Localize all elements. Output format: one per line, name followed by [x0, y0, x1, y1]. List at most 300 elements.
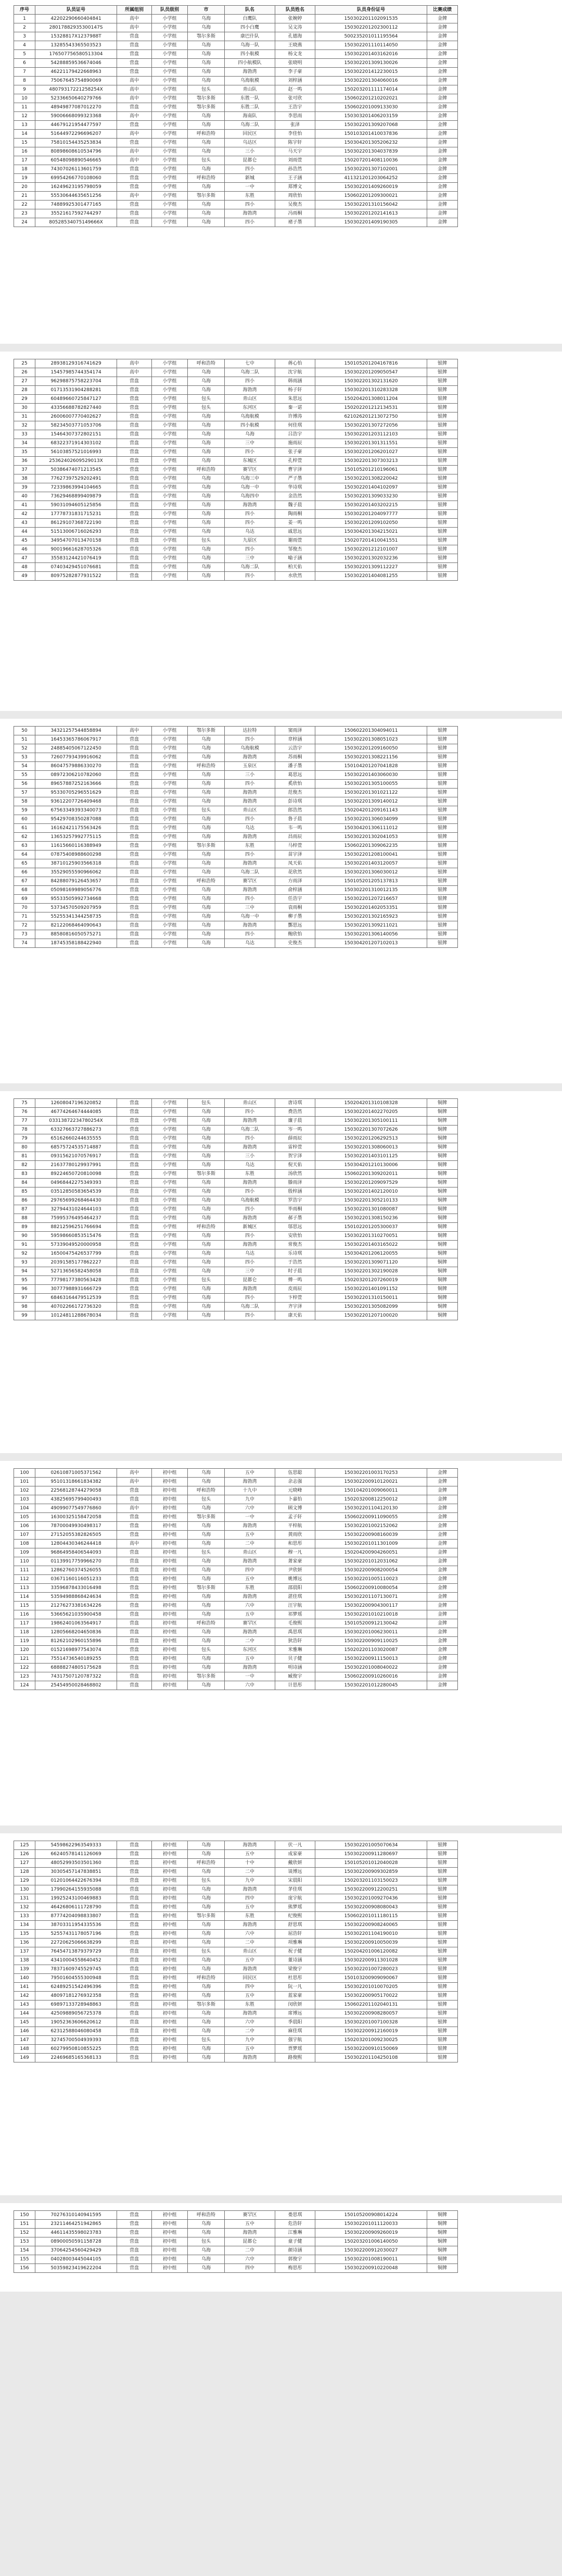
table-cell: 金牌	[427, 147, 458, 156]
table-cell: 乌达	[225, 528, 275, 536]
table-cell: 一中	[225, 1672, 275, 1681]
table-cell: 小学组	[152, 735, 188, 744]
table-cell: 营盘	[117, 797, 152, 806]
table-cell: 银牌	[427, 368, 458, 377]
table-cell: 150302201212101007	[315, 545, 427, 554]
table-cell: 150302201110114050	[315, 41, 427, 50]
table-cell: 20	[14, 183, 35, 192]
table-cell: 金牌	[427, 192, 458, 201]
table-cell: 150302201307102001	[315, 165, 427, 174]
table-cell: 银牌	[427, 744, 458, 753]
table-cell: 小学组	[152, 563, 188, 572]
table-cell: 倪天佑	[275, 1161, 315, 1170]
table-cell: 孔德海	[275, 32, 315, 41]
table-cell: 127	[14, 1859, 35, 1868]
table-cell: 150302201206201027	[315, 448, 427, 457]
table-cell: 包头	[188, 1646, 225, 1655]
table-cell: 150302200912030027	[315, 2246, 427, 2255]
table-cell: 营盘	[117, 139, 152, 147]
table-cell: 东城区	[225, 457, 275, 466]
table-cell: 51644972296696207	[35, 130, 117, 139]
table-cell: 74	[14, 939, 35, 948]
table-cell: 乌海	[188, 563, 225, 572]
table-row	[14, 833, 458, 842]
table-cell: 营盘	[117, 842, 152, 851]
table-cell: 四小	[225, 735, 275, 744]
table-cell: 66240578141126069	[35, 1850, 117, 1859]
table-cell: 三小	[225, 771, 275, 780]
table-cell: 五中	[225, 1903, 275, 1912]
table-cell: 施雨辰	[275, 439, 315, 448]
table-cell: 150602201102040131	[315, 2000, 427, 2009]
table-cell: 小学组	[152, 421, 188, 430]
table-cell: 38	[14, 474, 35, 483]
table-cell: 76454713879379729	[35, 1947, 117, 1956]
table-cell: 初中组	[152, 2220, 188, 2229]
table-row	[14, 1885, 458, 1894]
table-cell: 宋晨阳	[275, 1877, 315, 1885]
table-cell: 李子豪	[275, 68, 315, 77]
table-cell: 回民区	[225, 130, 275, 139]
table-cell: 53734570509207959	[35, 904, 117, 912]
table-cell: 60548098890546665	[35, 156, 117, 165]
table-cell: 81	[14, 1152, 35, 1161]
table-cell: 营盘	[117, 174, 152, 183]
table-cell: 95330705296551629	[35, 789, 117, 797]
table-cell: 乌海	[188, 528, 225, 536]
table-cell: 141	[14, 1983, 35, 1992]
table-cell: 乌海	[188, 2255, 225, 2264]
table-cell: 12862760374526055	[35, 1566, 117, 1575]
table-cell: 初中组	[152, 1628, 188, 1637]
table-cell: 61	[14, 824, 35, 833]
table-cell: 邬思远	[275, 1223, 315, 1232]
table-cell: 01521698977543074	[35, 1646, 117, 1655]
table-cell: 小学组	[152, 1223, 188, 1232]
table-cell: 小学组	[152, 23, 188, 32]
table-cell: 37064254560429429	[35, 2246, 117, 2255]
table-cell: 150602200910260016	[315, 1672, 427, 1681]
table-cell: 营盘	[117, 815, 152, 824]
table-cell: 150302201404081255	[315, 572, 427, 581]
table-cell: 150302201010070205	[315, 1983, 427, 1992]
table-cell: 袁雨桐	[275, 904, 315, 912]
table-cell: 136	[14, 1939, 35, 1947]
table-cell: 58234503771053706	[35, 421, 117, 430]
table-cell: 小学组	[152, 912, 188, 921]
table-cell: 142	[14, 1992, 35, 2000]
table-cell: 48052993503501360	[35, 1859, 117, 1868]
table-cell: 邹俊杰	[275, 545, 315, 554]
table-cell: 营盘	[117, 1548, 152, 1557]
table-cell: 104	[14, 1504, 35, 1513]
table-cell: 62489251542496396	[35, 1983, 117, 1992]
table-row	[14, 1965, 458, 1974]
table-cell: 初中组	[152, 1584, 188, 1593]
table-row	[14, 1655, 458, 1664]
table-cell: 乌海	[188, 2045, 225, 2054]
table-row	[14, 1285, 458, 1294]
table-row	[14, 727, 458, 735]
table-cell: 元晓峰	[275, 1486, 315, 1495]
table-cell: 乌海	[188, 780, 225, 789]
table-cell: 乌海二队	[225, 1126, 275, 1134]
table-cell: 乌海	[188, 1628, 225, 1637]
table-cell: 银牌	[427, 483, 458, 492]
table-cell: 乌海	[188, 2054, 225, 2062]
table-cell: 金牌	[427, 1557, 458, 1566]
table-cell: 初中组	[152, 1877, 188, 1885]
table-cell: 30	[14, 404, 35, 412]
table-cell: 17778731831715231	[35, 510, 117, 519]
table-cell: 21637780129937991	[35, 1161, 117, 1170]
table-cell: 39	[14, 483, 35, 492]
table-cell: 129	[14, 1877, 35, 1885]
table-cell: 银牌	[427, 1939, 458, 1947]
table-row	[14, 1672, 458, 1681]
table-cell: 初中组	[152, 2000, 188, 2009]
table-cell: 营盘	[117, 1303, 152, 1311]
table-cell: 四小	[225, 1311, 275, 1320]
table-cell: 初中组	[152, 1646, 188, 1655]
table-cell: 143	[14, 2000, 35, 2009]
table-cell: 93	[14, 1258, 35, 1267]
table-cell: 金牌	[427, 1584, 458, 1593]
table-cell: 昆都仑	[225, 2237, 275, 2246]
table-cell: 营盘	[117, 121, 152, 130]
table-cell: 150302201202141613	[315, 209, 427, 218]
table-cell: 28017882935300147S	[35, 23, 117, 32]
table-cell: 小学组	[152, 1170, 188, 1179]
table-cell: 包头	[188, 536, 225, 545]
table-cell: 银牌	[427, 939, 458, 948]
table-cell: 92	[14, 1249, 35, 1258]
table-cell: 59598660853515476	[35, 1232, 117, 1241]
table-cell: 营盘	[117, 1939, 152, 1947]
table-cell: 乌海	[188, 201, 225, 209]
table-cell: 花欣然	[275, 868, 315, 877]
table-cell: 银牌	[427, 824, 458, 833]
table-cell: 150302201307272056	[315, 421, 427, 430]
table-cell: 营盘	[117, 536, 152, 545]
table-cell: 营盘	[117, 483, 152, 492]
table-row	[14, 735, 458, 744]
table-cell: 初中组	[152, 1930, 188, 1939]
table-cell: 2	[14, 23, 35, 32]
table-cell: 禹思琪	[275, 1628, 315, 1637]
table-cell: 四小	[225, 572, 275, 581]
table-cell: 小学组	[152, 536, 188, 545]
table-cell: 44611435598023783	[35, 2229, 117, 2237]
table-cell: 133	[14, 1912, 35, 1921]
table-row	[14, 1921, 458, 1930]
table-cell: 营盘	[117, 2054, 152, 2062]
table-cell: 东河区	[225, 1646, 275, 1655]
table-cell: 150602201210202021	[315, 94, 427, 103]
table-cell: 150304201306111012	[315, 824, 427, 833]
table-cell: 营盘	[117, 1187, 152, 1196]
table-cell: 范俊杰	[275, 789, 315, 797]
table-row	[14, 1126, 458, 1134]
table-cell: 150105200912130042	[315, 1619, 427, 1628]
table-cell: 蓝家豪	[275, 1992, 315, 2000]
table-cell: 营盘	[117, 1486, 152, 1495]
table-cell: 金牌	[427, 68, 458, 77]
table-cell: 小学组	[152, 1214, 188, 1223]
table-cell: 75	[14, 1099, 35, 1108]
table-cell: 金牌	[427, 209, 458, 218]
table-cell: 154	[14, 2246, 35, 2255]
table-cell: 59031094605125856	[35, 501, 117, 510]
table-row	[14, 744, 458, 753]
table-row	[14, 23, 458, 32]
table-row	[14, 1108, 458, 1117]
table-cell: 小学组	[152, 59, 188, 68]
table-cell: 营盘	[117, 183, 152, 192]
table-cell: 包头	[188, 85, 225, 94]
table-cell: 呼和浩特	[188, 1619, 225, 1628]
table-cell: 穆一凡	[275, 1548, 315, 1557]
table-cell: 乌海	[188, 1965, 225, 1974]
table-cell: 贝子健	[275, 1655, 315, 1664]
table-cell: 68322371914303102	[35, 439, 117, 448]
table-cell: 62312588046080458	[35, 2027, 117, 2036]
table-cell: 乌海	[188, 1992, 225, 2000]
table-cell: 营盘	[117, 377, 152, 386]
table-cell: 小学组	[152, 1117, 188, 1126]
table-cell: 12805668204650836	[35, 1628, 117, 1637]
table-cell: 营盘	[117, 1241, 152, 1249]
table-cell: 毕雨桐	[275, 1205, 315, 1214]
table-cell: 营盘	[117, 1179, 152, 1187]
table-cell: 小学组	[152, 103, 188, 112]
table-cell: 乌海	[188, 1540, 225, 1548]
table-cell: 98	[14, 1303, 35, 1311]
table-cell: 150602201011180115	[315, 1912, 427, 1921]
table-cell: 乌海	[188, 68, 225, 77]
table-cell: 150602201309202011	[315, 1170, 427, 1179]
table-cell: 150302200911280697	[315, 1850, 427, 1859]
table-cell: 22720625066638299	[35, 1939, 117, 1947]
table-cell: 营盘	[117, 1912, 152, 1921]
table-row	[14, 1903, 458, 1912]
table-row	[14, 139, 458, 147]
table-cell: 营盘	[117, 68, 152, 77]
table-cell: 65162660244635555	[35, 1134, 117, 1143]
table-cell: 乌达区	[225, 139, 275, 147]
table-cell: 银牌	[427, 806, 458, 815]
table-cell: 71	[14, 912, 35, 921]
table-cell: 九中	[225, 2036, 275, 2045]
table-cell: 34	[14, 439, 35, 448]
table-cell: 白鹰队	[225, 15, 275, 23]
table-cell: 高中	[117, 359, 152, 368]
table-cell: 银牌	[427, 359, 458, 368]
table-cell: 青山区	[225, 1947, 275, 1956]
table-cell: 金牌	[427, 1655, 458, 1664]
table-cell: 小学组	[152, 1267, 188, 1276]
table-cell: 银牌	[427, 815, 458, 824]
table-cell: 乌海二队	[225, 868, 275, 877]
table-cell: 小学组	[152, 1179, 188, 1187]
table-cell: 海勃湾	[225, 1965, 275, 1974]
table-cell: 乌海二队	[225, 368, 275, 377]
table-cell: 26006007770402627	[35, 412, 117, 421]
table-row	[14, 939, 458, 948]
table-cell: 张婉婷	[275, 15, 315, 23]
table-row	[14, 1513, 458, 1522]
table-cell: 初中组	[152, 1637, 188, 1646]
table-cell: 初中组	[152, 1894, 188, 1903]
table-cell: 150302201307072626	[315, 1126, 427, 1134]
table-cell: 金牌	[427, 1540, 458, 1548]
table-cell: 110	[14, 1557, 35, 1566]
table-cell: 乌海	[188, 448, 225, 457]
table-cell: 高中	[117, 727, 152, 735]
table-cell: 81262102960155896	[35, 1637, 117, 1646]
table-cell: 铜牌	[427, 2229, 458, 2237]
table-cell: 营盘	[117, 824, 152, 833]
table-cell: 乌海	[188, 771, 225, 780]
table-cell: 134	[14, 1921, 35, 1930]
table-cell: 初中组	[152, 2036, 188, 2045]
table-cell: 小学组	[152, 1196, 188, 1205]
table-cell: 12804430346244418	[35, 1540, 117, 1548]
table-cell: 营盘	[117, 41, 152, 50]
table-cell: 初中组	[152, 1841, 188, 1850]
table-cell: 乌海	[188, 1108, 225, 1117]
table-cell: 银牌	[427, 386, 458, 395]
table-cell: 乌海	[188, 2220, 225, 2229]
table-cell: 小学组	[152, 528, 188, 536]
table-cell: 51	[14, 735, 35, 744]
table-cell: 62	[14, 833, 35, 842]
table-cell: 150304201206120055	[315, 1249, 427, 1258]
table-cell: 150302201209050547	[315, 368, 427, 377]
table-cell: 铜牌	[427, 1161, 458, 1170]
table-cell: 初中组	[152, 1947, 188, 1956]
table-cell: 150203201006140050	[315, 2237, 427, 2246]
table-cell: 铜牌	[427, 1267, 458, 1276]
table-cell: 银牌	[427, 1983, 458, 1992]
table-cell: 营盘	[117, 1903, 152, 1912]
table-cell: 滕雨泽	[275, 1179, 315, 1187]
table-cell: 梅思彤	[275, 2264, 315, 2273]
table-cell: 营盘	[117, 1602, 152, 1610]
table-cell: 42202290660404841	[35, 15, 117, 23]
table-cell: 36	[14, 457, 35, 466]
table-cell: 150304201207102013	[315, 939, 427, 948]
table-cell: 63327663727886273	[35, 1126, 117, 1134]
table-cell: 75514736540189255	[35, 1655, 117, 1664]
table-cell: 营盘	[117, 209, 152, 218]
table-cell: 铜牌	[427, 1285, 458, 1294]
table-cell: 乌海	[188, 1903, 225, 1912]
table-cell: 乌海	[188, 2229, 225, 2237]
table-cell: 12608047196320852	[35, 1099, 117, 1108]
table-cell: 150302201403202215	[315, 501, 427, 510]
table-cell: 150302201304037839	[315, 147, 427, 156]
table-row	[14, 1575, 458, 1584]
table-cell: 营盘	[117, 1513, 152, 1522]
table-cell: 10124811288678034	[35, 1311, 117, 1320]
table-cell: 银牌	[427, 492, 458, 501]
table-cell: 鄂尔多斯	[188, 32, 225, 41]
table-cell: 156	[14, 2264, 35, 2273]
table-cell: 150104201009060011	[315, 1486, 427, 1495]
table-cell: 和思彤	[275, 1540, 315, 1548]
table-cell: 乌海	[188, 921, 225, 930]
table-cell: 50359823419622204	[35, 2264, 117, 2273]
table-cell: 43825695799400493	[35, 1495, 117, 1504]
table-cell: 150302201012280045	[315, 1681, 427, 1690]
table-cell: 金牌	[427, 85, 458, 94]
table-cell: 小学组	[152, 789, 188, 797]
table-cell: 52	[14, 744, 35, 753]
table-row	[14, 2229, 458, 2237]
results-table	[14, 1098, 458, 1320]
table-cell: 57	[14, 789, 35, 797]
table-cell: 小学组	[152, 1276, 188, 1285]
table-cell: 乌海	[188, 50, 225, 59]
table-cell: 三小	[225, 147, 275, 156]
table-cell: 银牌	[427, 448, 458, 457]
table-cell: 146	[14, 2027, 35, 2036]
table-cell: 营盘	[117, 912, 152, 921]
table-cell: 包头	[188, 156, 225, 165]
table-row	[14, 147, 458, 156]
table-cell: 乌海	[188, 1522, 225, 1531]
table-cell: 营盘	[117, 1664, 152, 1672]
table-cell: 酆思远	[275, 921, 315, 930]
table-cell: 戴欣妍	[275, 1859, 315, 1868]
table-cell: 铜牌	[427, 1196, 458, 1205]
table-cell: 150302201005110023	[315, 1575, 427, 1584]
table-cell: 56103857521016993	[35, 448, 117, 457]
table-row	[14, 780, 458, 789]
table-cell: 初中组	[152, 1965, 188, 1974]
table-cell: 40702266172736320	[35, 1303, 117, 1311]
table-cell: 150302200908240065	[315, 1921, 427, 1930]
table-cell: 04968442275349393	[35, 1179, 117, 1187]
table-cell: 四小	[225, 448, 275, 457]
table-cell: 乌海	[188, 1152, 225, 1161]
table-row	[14, 1637, 458, 1646]
table-cell: 116	[14, 1610, 35, 1619]
table-cell: 150602201304094011	[315, 727, 427, 735]
table-cell: 乌海航模	[225, 1196, 275, 1205]
table-cell: 乌海	[188, 1205, 225, 1214]
table-cell: 乌海	[188, 1868, 225, 1877]
table-cell: 6	[14, 59, 35, 68]
table-cell: 一中	[225, 183, 275, 192]
table-cell: 金牌	[427, 1628, 458, 1637]
table-cell: 二中	[225, 1540, 275, 1548]
table-cell: 17990264155935088	[35, 1885, 117, 1894]
table-row	[14, 2000, 458, 2009]
table-cell: 52336650640279766	[35, 94, 117, 103]
table-cell: 乌海	[188, 209, 225, 218]
table-cell: 营盘	[117, 921, 152, 930]
table-cell: 30305457147838851	[35, 1868, 117, 1877]
table-cell: 35529055590966062	[35, 868, 117, 877]
table-cell: 吕浩宇	[275, 430, 315, 439]
table-cell: 86	[14, 1196, 35, 1205]
table-cell: 金牌	[427, 165, 458, 174]
table-cell: 150602200910080054	[315, 1584, 427, 1593]
table-cell: 150302201306140056	[315, 930, 427, 939]
table-cell: 70276310140941595	[35, 2211, 117, 2220]
